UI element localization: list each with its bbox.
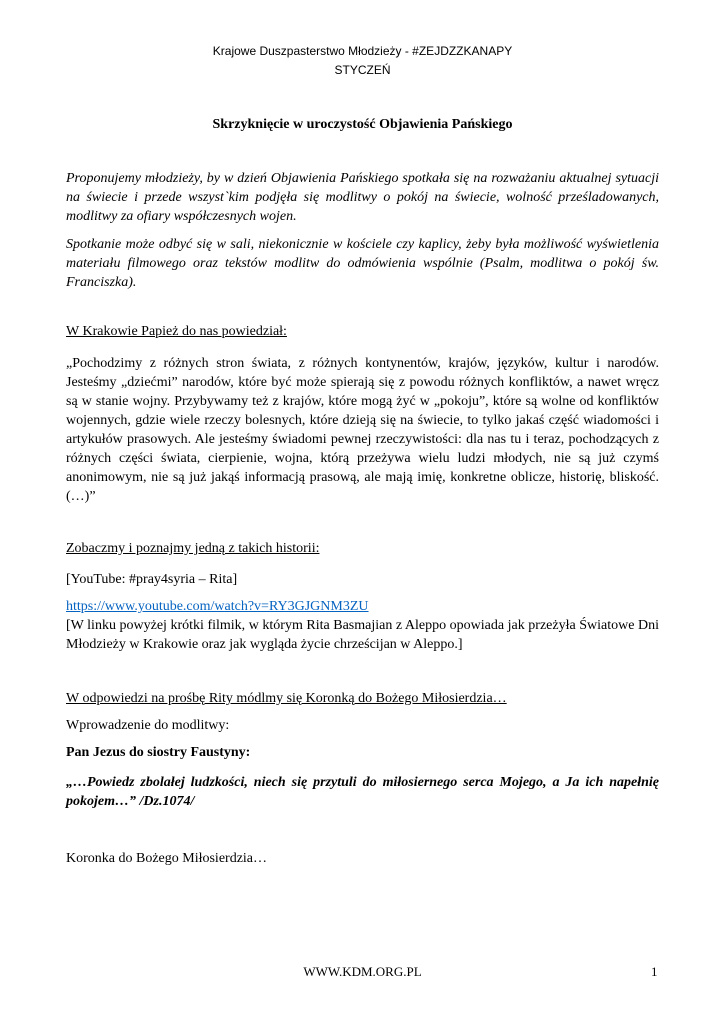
prayer-quote: „…Powiedz zbolałej ludzkości, niech się przytuli do miłosiernego serca Mojego, a Ja ich napełnię pokojem…” /Dz.1074/ [66,775,659,809]
video-description: [W linku powyżej krótki filmik, w którym Rita Basmajian z Aleppo opowiada jak przeżyła Światowe Dni Młodzieży w Krakowie oraz jak wygląda życie chrześcijan w Aleppo.] [66,618,659,652]
video-label: [YouTube: #pray4syria – Rita] [66,572,238,587]
prayer-closing: Koronka do Bożego Miłosierdzia… [66,851,268,866]
document-title: Skrzyknięcie w uroczystość Objawienia Pańskiego [212,117,513,132]
intro-paragraph-2: Spotkanie może odbyć się w sali, niekonicznie w kościele czy kaplicy, żeby była możliwość wyświetlenia materiału filmowego oraz tekstów modlitw do odmówienia wspólnie (Psalm, modlitwa o pokój św. Franciszka). [66,237,659,290]
page-header [0,42,725,80]
page-number: 1 [651,964,658,979]
video-link[interactable]: https://www.youtube.com/watch?v=RY3GJGNM3ZU [66,599,369,614]
prayer-intro: Wprowadzenie do modlitwy: [66,718,230,733]
prayer-speaker: Pan Jezus do siostry Faustyny: [66,745,251,760]
header-line-1: Krajowe Duszpasterstwo Młodzieży - #ZEJDZZKANAPY [212,44,513,58]
pope-heading [66,322,659,341]
prayer-heading-text: W odpowiedzi na prośbę Rity módlmy się Koronką do Bożego Miłosierdzia… [66,691,507,706]
prayer-heading [66,689,659,708]
pope-quote: „Pochodzimy z różnych stron świata, z różnych kontynentów, krajów, języków, kultur i narodów. Jesteśmy „dziećmi” narodów, które być może spierają się z powodu różnych konfliktów, a nawet wręcz są w stanie wojny. Przybywamy też z krajów, które mogą żyć w „pokoju”, które są wolne od konfliktów wojennych, gdzie wiele rzeczy bolesnych, które dzieją się na świecie, to tylko jakaś część wiadomości i artykułów prasowych. Ale jesteśmy świadomi pewnej rzeczywistości: dla nas tu i teraz, pochodzących z różnych części świata, cierpienie, wojna, którą przeżywa wielu ludzi młodych, nie są już czymś anonimowym, nie są już jakąś informacją prasową, ale mają imię, konkretne oblicze, historię, bliskość. (…)” [66,356,659,504]
pope-heading-text: W Krakowie Papież do nas powiedział: [66,324,287,339]
intro-paragraph-1: Proponujemy młodzieży, by w dzień Objawienia Pańskiego spotkała się na rozważaniu aktualnej sytuacji na świecie i przede wszyst`kim podjęła się modlitwy o pokój na świecie, wolność prześladowanych, modlitwy za ofiary współczesnych wojen. [66,171,659,224]
story-heading-text: Zobaczmy i poznajmy jedną z takich historii: [66,541,320,556]
video-link-row [66,597,659,616]
story-heading [66,539,659,558]
footer-website: WWW.KDM.ORG.PL [303,964,422,979]
header-line-2: STYCZEŃ [334,63,391,77]
